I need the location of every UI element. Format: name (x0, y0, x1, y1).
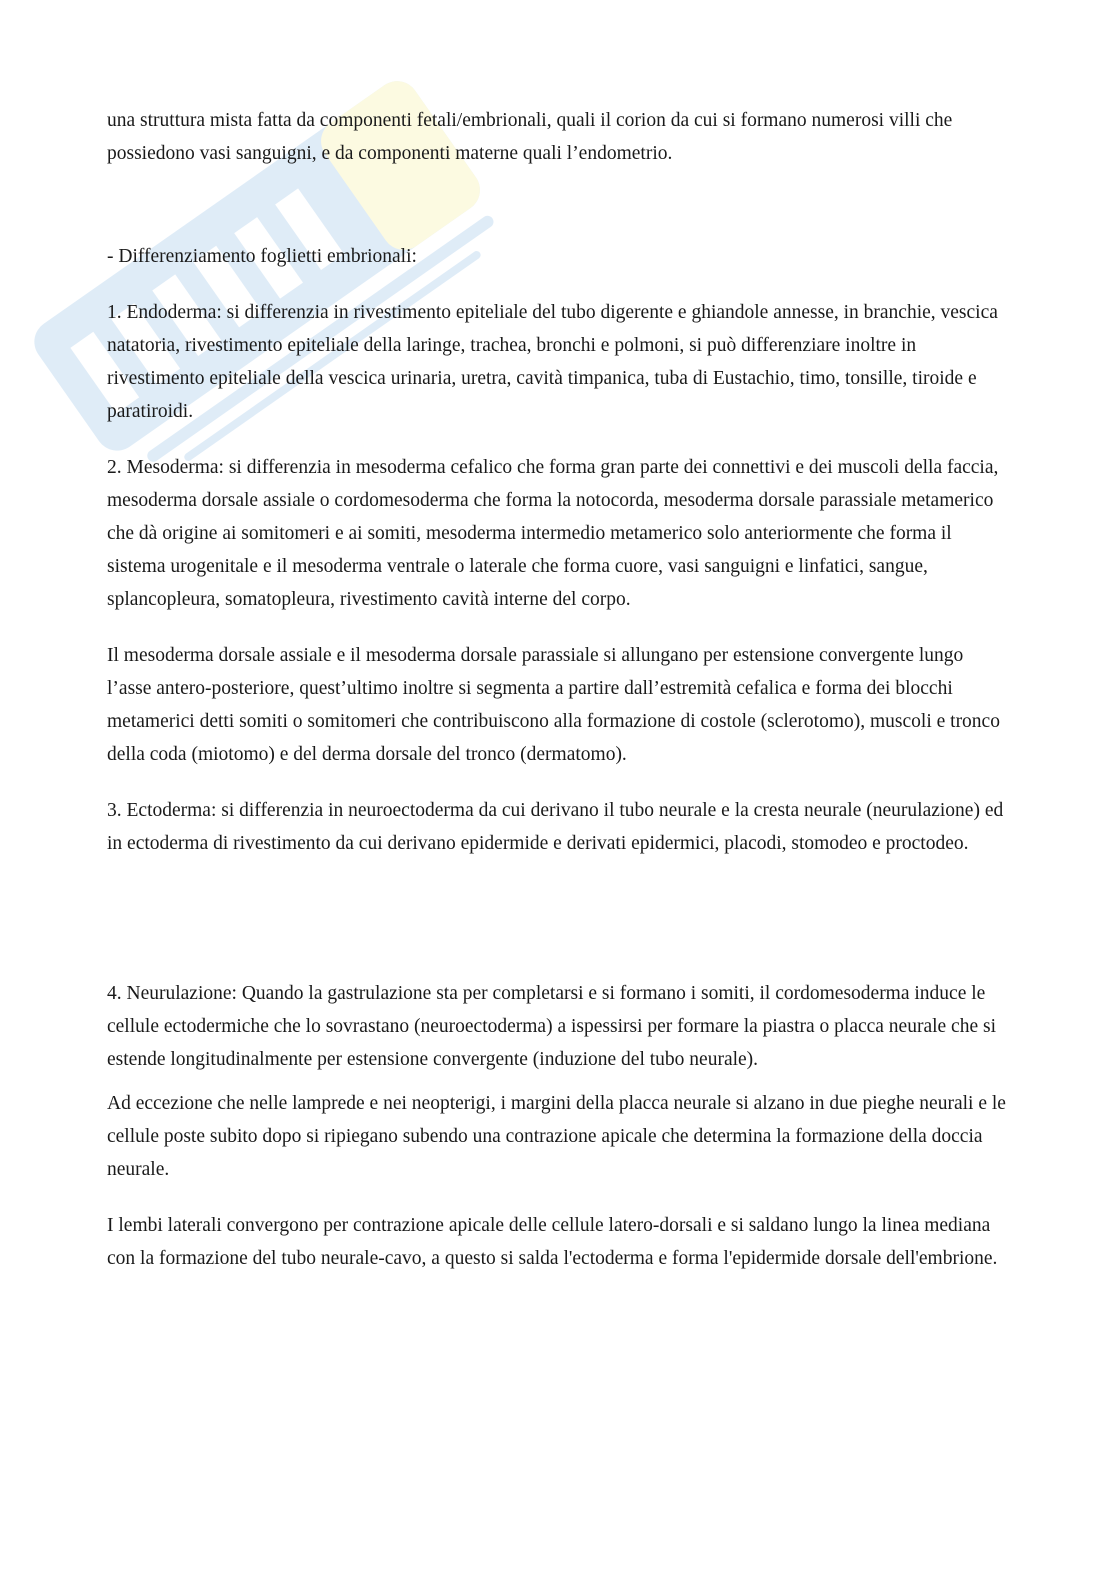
paragraph-ectoderm: 3. Ectoderma: si differenzia in neuroectoderma da cui derivano il tubo neurale e la cresta neurale (neurulazione) ed in ectoderma di rivestimento da cui derivano epidermide e derivati epidermici, placodi, stomodeo e proctodeo. (107, 800, 1004, 854)
paragraph-neurulation: 4. Neurulazione: Quando la gastrulazione sta per completarsi e si formano i somiti, il cordomesoderma induce le cellule ectodermiche che lo sovrastano (neuroectoderma) a ispessirsi per formare la piastra o placca neurale che si estende longitudinalmente per estensione convergente (induzione del tubo neurale). (107, 983, 997, 1070)
document-body (107, 104, 1007, 1275)
paragraph-placenta: una struttura mista fatta da componenti fetali/embrionali, quali il corion da cui si formano numerosi villi che possiedono vasi sanguigni, e da componenti materne quali l’endometrio. (107, 110, 953, 164)
paragraph-mesoderm: 2. Mesoderma: si differenzia in mesoderma cefalico che forma gran parte dei connettivi e dei muscoli della faccia, mesoderma dorsale assiale o cordomesoderma che forma la notocorda, mesoderma dorsale parassiale metamerico che dà origine ai somitomeri e ai somiti, mesoderma intermedio metamerico solo anteriormente che forma il sistema urogenitale e il mesoderma ventrale o laterale che forma cuore, vasi sanguigni e linfatici, sangue, splancopleura, somatopleura, rivestimento cavità interne del corpo. (107, 457, 999, 610)
paragraph-neural-tube: I lembi laterali convergono per contrazione apicale delle cellule latero-dorsali e si saldano lungo la linea mediana con la formazione del tubo neurale-cavo, a questo si salda l'ectoderma e forma l'epidermide dorsale dell'embrione. (107, 1215, 998, 1269)
paragraph-neural-folds: Ad eccezione che nelle lamprede e nei neopterigi, i margini della placca neurale si alzano in due pieghe neurali e le cellule poste subito dopo si ripiegano subendo una contrazione apicale che determina la formazione della doccia neurale. (107, 1093, 1006, 1180)
paragraph-endoderm: 1. Endoderma: si differenzia in rivestimento epiteliale del tubo digerente e ghiandole annesse, in branchie, vescica natatoria, rivestimento epiteliale della laringe, trachea, bronchi e polmoni, si può differenziare inoltre in rivestimento epiteliale della vescica urinaria, uretra, cavità timpanica, tuba di Eustachio, timo, tonsille, tiroide e paratiroidi. (107, 302, 998, 422)
paragraph-somites: Il mesoderma dorsale assiale e il mesoderma dorsale parassiale si allungano per estensione convergente lungo l’asse antero-posteriore, quest’ultimo inoltre si segmenta a partire dall’estremità cefalica e forma dei blocchi metamerici detti somiti o somitomeri che contribuiscono alla formazione di costole (sclerotomo), muscoli e tronco della coda (miotomo) e del derma dorsale del tronco (dermatomo). (107, 645, 1000, 765)
section-heading-differentiation: - Differenziamento foglietti embrionali: (107, 246, 417, 267)
